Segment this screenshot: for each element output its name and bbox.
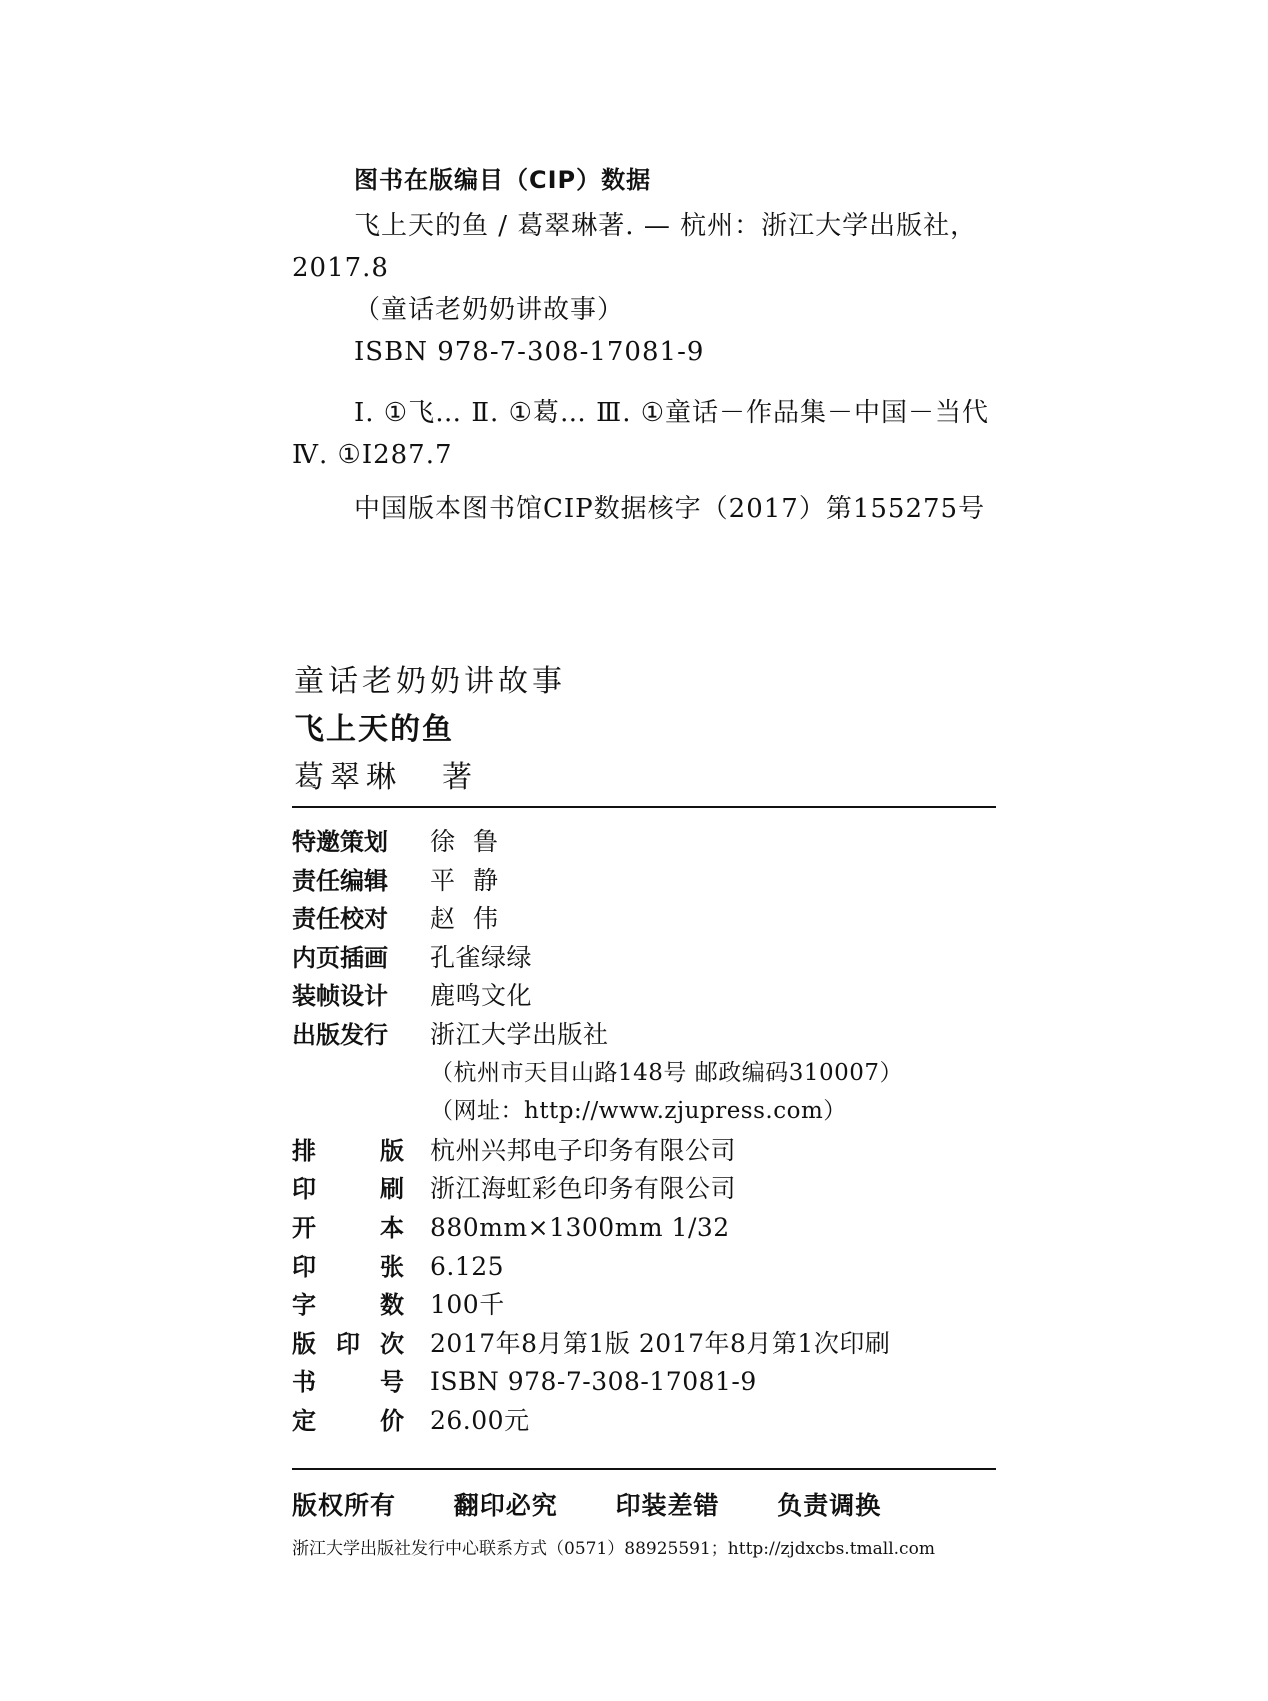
table-row	[292, 899, 996, 938]
spec-label: 定 价	[292, 1406, 404, 1435]
divider-top	[292, 806, 996, 808]
table-row	[292, 861, 996, 900]
cip-classification: Ⅰ. ①飞… Ⅱ. ①葛… Ⅲ. ①童话－作品集－中国－当代 Ⅳ. ①I287.7	[292, 398, 990, 470]
spec-label: 排 版	[292, 1136, 404, 1165]
cip-verification-block	[292, 488, 992, 530]
spec-label: 开 本	[292, 1213, 404, 1242]
credit-label: 装帧设计	[292, 982, 388, 1011]
credit-label: 责任校对	[292, 905, 388, 934]
credit-label: 内页插画	[292, 943, 388, 972]
spec-label: 印 刷	[292, 1175, 404, 1204]
copyright-errors: 印装差错	[615, 1491, 720, 1520]
author-line	[294, 752, 478, 796]
cip-main-entry: 飞上天的鱼 / 葛翠琳著. — 杭州：浙江大学出版社，2017.8	[292, 211, 978, 283]
table-row	[292, 1285, 996, 1324]
credit-value: 徐鲁	[430, 827, 517, 856]
table-row	[292, 1324, 996, 1363]
cip-classification-block	[292, 392, 992, 476]
copyright-notice	[292, 1486, 929, 1522]
table-row	[292, 1054, 996, 1093]
credit-value: 平静	[430, 865, 517, 895]
cip-verification: 中国版本图书馆CIP数据核字（2017）第155275号	[354, 494, 986, 524]
table-row	[292, 1401, 996, 1440]
credit-label: 特邀策划	[292, 828, 388, 856]
credit-value: 孔雀绿绿	[430, 942, 533, 972]
copyright-piracy: 翻印必究	[453, 1491, 558, 1520]
cip-record	[292, 205, 992, 373]
spec-value: 880mm×1300mm 1/32	[430, 1212, 730, 1242]
book-title: 飞上天的鱼	[294, 712, 454, 747]
spec-value: 浙江海虹彩色印务有限公司	[430, 1174, 737, 1204]
author-role: 著	[442, 760, 478, 795]
publisher-website: （网址：http://www.zjupress.com）	[430, 1098, 847, 1125]
table-row	[292, 1247, 996, 1286]
spec-label: 版 印 次	[292, 1329, 404, 1358]
table-row	[292, 1015, 996, 1054]
spec-label: 印 张	[292, 1252, 404, 1281]
table-row	[292, 1092, 996, 1131]
table-row	[292, 1131, 996, 1170]
spec-label: 字 数	[292, 1291, 404, 1320]
series-title: 童话老奶奶讲故事	[294, 664, 566, 699]
credit-value: 赵伟	[430, 904, 517, 934]
credit-value: 浙江大学出版社	[430, 1019, 609, 1049]
copyright-exchange: 负责调换	[777, 1491, 882, 1520]
credit-label: 出版发行	[292, 1020, 388, 1049]
colophon-table	[292, 822, 996, 1440]
cip-isbn: ISBN 978-7-308-17081-9	[354, 337, 705, 367]
cip-heading: 图书在版编目（CIP）数据	[354, 166, 652, 194]
table-row	[292, 1362, 996, 1401]
spec-value: 26.00元	[430, 1405, 530, 1435]
publisher-address: （杭州市天目山路148号 邮政编码310007）	[430, 1059, 904, 1086]
table-row	[292, 1169, 996, 1208]
spec-value: 100千	[430, 1290, 505, 1320]
spec-value: 6.125	[430, 1251, 505, 1281]
spec-label: 书 号	[292, 1368, 404, 1397]
distribution-contact: 浙江大学出版社发行中心联系方式（0571）88925591；http://zjdxcbs.tmall.com	[292, 1539, 935, 1559]
credit-value: 鹿鸣文化	[430, 981, 533, 1011]
spec-value: 杭州兴邦电子印务有限公司	[430, 1135, 737, 1165]
spec-value: ISBN 978-7-308-17081-9	[430, 1367, 757, 1397]
table-row	[292, 1208, 996, 1247]
table-row	[292, 822, 996, 861]
table-row	[292, 976, 996, 1015]
divider-bottom	[292, 1468, 996, 1470]
author-name: 葛翠琳	[294, 760, 402, 795]
cip-series: （童话老奶奶讲故事）	[354, 295, 625, 325]
credit-label: 责任编辑	[292, 866, 388, 895]
copyright-rights: 版权所有	[292, 1491, 397, 1520]
spec-value: 2017年8月第1版 2017年8月第1次印刷	[430, 1328, 891, 1358]
table-row	[292, 938, 996, 977]
